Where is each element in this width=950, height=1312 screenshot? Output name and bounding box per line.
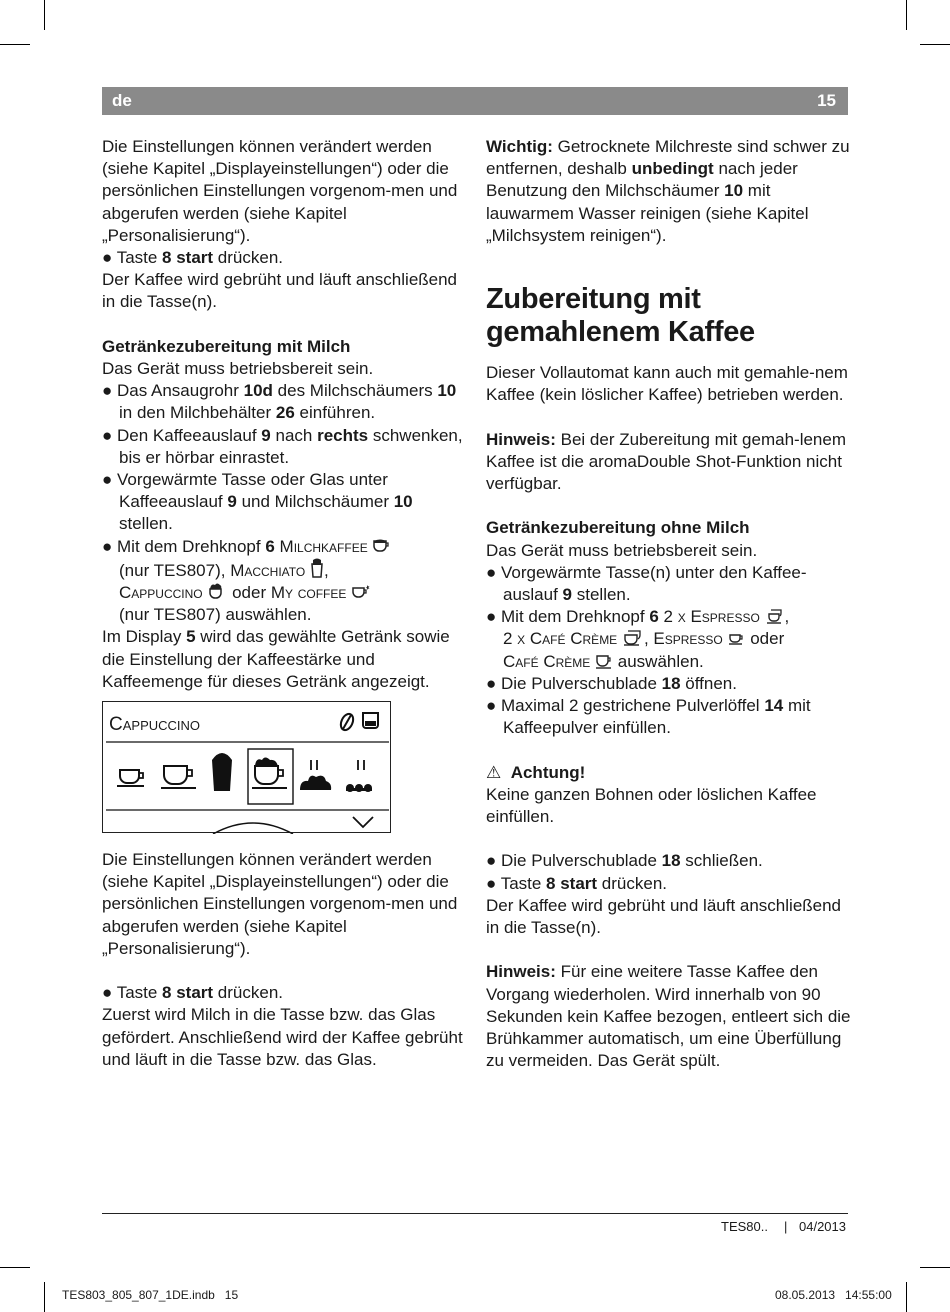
milk-flow-text: Zuerst wird Milch in die Tasse bzw. das Glas gefördert. Anschließend wird der Kaffee gebrüht und läuft in die Tasse bzw. das Glas. [102,1005,463,1069]
crop-mark [906,1282,907,1312]
list-item: ● Das Ansaugrohr 10d des Milchschäumers 10 in den Milchbehälter 26 einführen. [102,381,457,423]
crop-mark [920,44,950,45]
espresso-cup-icon [117,770,144,786]
ready-text: Das Gerät muss betriebsbereit sein. [102,359,374,379]
list-item: ● Die Pulverschublade 18 öffnen. [486,673,737,693]
crop-mark [0,1267,30,1268]
coffee-cup-icon [161,766,196,788]
warning-icon: ⚠ [486,762,502,782]
list-item: ● Die Pulverschublade 18 schließen. [486,851,763,871]
list-item: ● Mit dem Drehknopf 6 Milchkaffee (nur TES807), Macchiato , Cappuccino oder My coffee (nur TES807) auswählen. [102,536,466,627]
list-item: ● Taste 8 start drücken. [102,983,284,1003]
list-item: ● Den Kaffeeauslauf 9 nach rechts schwenken, bis er hörbar einrastet. [102,425,463,467]
note-aroma-double-shot: Hinweis: Bei der Zubereitung mit gemah-lenem Kaffee ist die aromaDouble Shot-Funktion nicht verfügbar. [486,429,846,494]
warning-text: Keine ganzen Bohnen oder löslichen Kaffee einfüllen. [486,784,817,827]
slug-timestamp: 08.05.2013 14:55:00 [775,1288,892,1302]
list-item: ● Maximal 2 gestrichene Pulverlöffel 14 mit Kaffeepulver einfüllen. [486,696,811,738]
display-graphic [103,702,392,834]
display-illustration [102,701,391,833]
section-heading: Getränkezubereitung ohne Milch [486,518,750,538]
bean-strength-icon [338,712,355,732]
cafe-creme-icon [596,654,612,669]
cappuccino-icon [208,582,226,600]
section-heading: Getränkezubereitung mit Milch [102,336,351,356]
list-item: ● Taste 8 start drücken. [102,248,284,268]
left-column [102,136,466,1071]
list-item: ● Taste 8 start drücken. [486,873,668,893]
footer-rule [102,1213,848,1214]
section-title: Zubereitung mit gemahlenem Kaffee [486,283,755,349]
espresso-icon [728,632,744,646]
list-item: ● Vorgewärmte Tasse oder Glas unter Kaffeeauslauf 9 und Milchschäumer 10 stellen. [102,470,413,534]
brew-info: Der Kaffee wird gebrüht und läuft anschließend in die Tasse(n). [486,895,842,938]
brew-info: Der Kaffee wird gebrüht und läuft anschließend in die Tasse(n). [102,270,458,312]
note-repeat: Hinweis: Für eine weitere Tasse Kaffee den Vorgang wiederholen. Wird innerhalb von 90 Sekunden kein Kaffee bezogen, entleert sich die Brühkammer automatisch, um eine Überfüllung zu vermeiden. Das Gerät spült. [486,962,851,1071]
display-paragraph: Im Display 5 wird das gewählte Getränk sowie die Einstellung der Kaffeestärke und Kaffeemenge für dieses Getränk angezeigt. [102,627,450,691]
warning-heading: ⚠ Achtung! [486,762,586,782]
double-espresso-icon [766,607,784,624]
right-column [486,136,852,1072]
page-number: 15 [817,91,836,110]
milk-foam-icon [300,760,331,790]
footer-separator: | [784,1219,788,1234]
crop-mark [920,1267,950,1268]
page-header [102,87,848,115]
slug-file: TES803_805_807_1DE.indb 15 [62,1288,239,1302]
ground-coffee-intro: Dieser Vollautomat kann auch mit gemahle-nem Kaffee (kein löslicher Kaffee) betrieben werden. [486,363,848,405]
settings-paragraph-2: Die Einstellungen können verändert werden (siehe Kapitel „Displayeinstellungen“) oder die persönlichen Einstellungen vorgenom-men und abgerufen werden (siehe Kapitel „Personalisierung“). [102,850,458,958]
double-cafe-creme-icon [623,629,643,646]
display-title: Cappuccino [109,714,201,736]
crop-mark [906,0,907,30]
chevron-down-icon [353,817,373,827]
latte-macchiato-icon [212,753,232,791]
crop-mark [0,44,30,45]
ready-text: Das Gerät muss betriebsbereit sein. [486,540,758,560]
cup-size-icon [363,713,378,728]
milk-icon [346,760,372,792]
crop-mark [44,0,45,30]
settings-paragraph: Die Einstellungen können verändert werden (siehe Kapitel „Displayeinstellungen“) oder die persönlichen Einstellungen vorgenom-men und abgerufen werden (siehe Kapitel „Personalisierung“). [102,137,458,245]
crop-mark [44,1282,45,1312]
macchiato-icon [311,558,323,578]
important-note: Wichtig: Getrocknete Milchreste sind schwer zu entfernen, deshalb unbedingt nach jeder Benutzung den Milchschäumer 10 mit lauwarmem Wasser reinigen (siehe Kapitel „Milchsystem reinigen“). [486,137,850,245]
milk-coffee-icon [373,538,389,554]
cappuccino-cup-icon [252,758,287,789]
language-code: de [112,91,132,110]
list-item: ● Vorgewärmte Tasse(n) unter den Kaffee-auslauf 9 stellen. [486,562,807,605]
footer-model: TES80.. [721,1219,768,1234]
my-coffee-icon [352,584,370,600]
list-item: ● Mit dem Drehknopf 6 2 x Espresso , 2 x Café Crème , Espresso oder Café Crème auswählen. [486,607,790,671]
footer-date: 04/2013 [799,1219,846,1234]
